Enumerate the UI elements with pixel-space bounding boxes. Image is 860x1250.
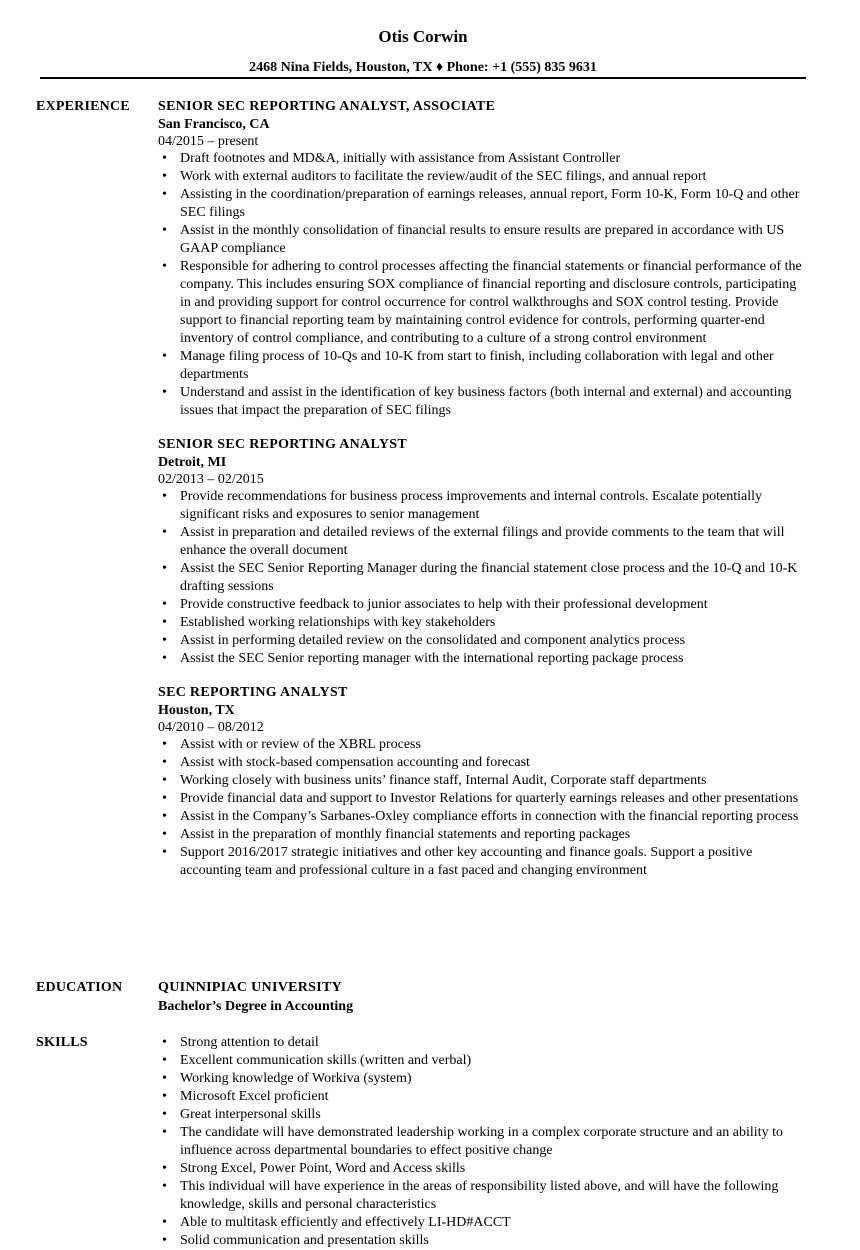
bullet-item: • Working closely with business units’ finance staff, Internal Audit, Corporate staff departments (158, 772, 810, 790)
job-dates: 04/2010 – 08/2012 (158, 720, 264, 735)
bullet-item: • Provide recommendations for business process improvements and internal controls. Escalate potentially significant risks and exposures to senior management (158, 488, 810, 524)
job-dates: 04/2015 – present (158, 134, 259, 149)
skill-item: • This individual will have experience in the areas of responsibility listed above, and will have the following knowledge, skills and personal characteristics (158, 1178, 810, 1214)
bullet-item: • Assist with or review of the XBRL process (158, 736, 810, 754)
section-label-experience: EXPERIENCE (36, 99, 130, 114)
header-divider (40, 77, 806, 79)
skill-item: • Solid communication and presentation skills (158, 1232, 810, 1250)
bullet-item: • Assist in the preparation of monthly financial statements and reporting packages (158, 826, 810, 844)
job-entry (158, 98, 810, 420)
job-entry (158, 436, 810, 668)
skill-item: • Microsoft Excel proficient (158, 1088, 810, 1106)
skills-list (158, 1034, 810, 1250)
job-bullets (158, 488, 810, 668)
bullet-item: • Responsible for adhering to control processes affecting the financial statements or financial performance of the company. This includes ensuring SOX compliance of financial reporting and disclosure controls, participating in and providing support for control occurrence for control walkthroughs and SOX control testing. Provide support to financial reporting team by maintaining control evidence for controls, performing quarter-end inventory of control compliance, and contributing to a culture of a strong control environment (158, 258, 810, 348)
school-name: QUINNIPIAC UNIVERSITY (158, 980, 343, 995)
section-label-education: EDUCATION (36, 980, 123, 995)
bullet-item: • Support 2016/2017 strategic initiatives and other key accounting and finance goals. Support a positive accounting team and professional culture in a fast paced and changing environment (158, 844, 810, 880)
skills-body (158, 1034, 810, 1250)
degree: Bachelor’s Degree in Accounting (158, 999, 354, 1014)
bullet-item: • Assist in the monthly consolidation of financial results to ensure results are prepared in accordance with US GAAP compliance (158, 222, 810, 258)
job-entry (158, 684, 810, 880)
skill-item: • Working knowledge of Workiva (system) (158, 1070, 810, 1088)
contact-line: 2468 Nina Fields, Houston, TX ♦ Phone: +1 (555) 835 9631 (249, 60, 597, 75)
bullet-item: • Assist in performing detailed review on the consolidated and component analytics process (158, 632, 810, 650)
skill-item: • Great interpersonal skills (158, 1106, 810, 1124)
bullet-item: • Assist in the Company’s Sarbanes-Oxley compliance efforts in connection with the financial reporting process (158, 808, 810, 826)
bullet-item: • Assist the SEC Senior reporting manager with the international reporting package process (158, 650, 810, 668)
bullet-item: • Provide financial data and support to Investor Relations for quarterly earnings releases and other presentations (158, 790, 810, 808)
job-title: SENIOR SEC REPORTING ANALYST, ASSOCIATE (158, 99, 496, 114)
job-location: San Francisco, CA (158, 117, 270, 132)
job-location: Houston, TX (158, 703, 235, 718)
bullet-item: • Assist the SEC Senior Reporting Manager during the financial statement close process and the 10-Q and 10-K drafting sessions (158, 560, 810, 596)
job-location: Detroit, MI (158, 455, 227, 470)
bullet-item: • Draft footnotes and MD&A, initially with assistance from Assistant Controller (158, 150, 810, 168)
job-bullets (158, 736, 810, 880)
skill-item: • The candidate will have demonstrated leadership working in a complex corporate structure and an ability to influence across departmental boundaries to effect positive change (158, 1124, 810, 1160)
skill-item: • Strong Excel, Power Point, Word and Access skills (158, 1160, 810, 1178)
bullet-item: • Understand and assist in the identification of key business factors (both internal and external) and accounting issues that impact the preparation of SEC filings (158, 384, 810, 420)
bullet-item: • Work with external auditors to facilitate the review/audit of the SEC filings, and annual report (158, 168, 810, 186)
experience-body (158, 98, 810, 896)
bullet-item: • Assisting in the coordination/preparation of earnings releases, annual report, Form 10-K, Form 10-Q and other SEC filings (158, 186, 810, 222)
job-title: SENIOR SEC REPORTING ANALYST (158, 437, 407, 452)
job-dates: 02/2013 – 02/2015 (158, 472, 264, 487)
section-label-skills: SKILLS (36, 1035, 88, 1050)
bullet-item: • Assist with stock-based compensation accounting and forecast (158, 754, 810, 772)
bullet-item: • Provide constructive feedback to junior associates to help with their professional development (158, 596, 810, 614)
job-bullets (158, 150, 810, 420)
skill-item: • Excellent communication skills (written and verbal) (158, 1052, 810, 1070)
skill-item: • Strong attention to detail (158, 1034, 810, 1052)
skill-item: • Able to multitask efficiently and effectively LI-HD#ACCT (158, 1214, 810, 1232)
bullet-item: • Manage filing process of 10-Qs and 10-K from start to finish, including collaboration with legal and other departments (158, 348, 810, 384)
resume-name: Otis Corwin (378, 27, 468, 46)
bullet-item: • Established working relationships with key stakeholders (158, 614, 810, 632)
education-body (158, 979, 810, 1017)
job-title: SEC REPORTING ANALYST (158, 685, 348, 700)
bullet-item: • Assist in preparation and detailed reviews of the external filings and provide comments to the team that will enhance the overall document (158, 524, 810, 560)
